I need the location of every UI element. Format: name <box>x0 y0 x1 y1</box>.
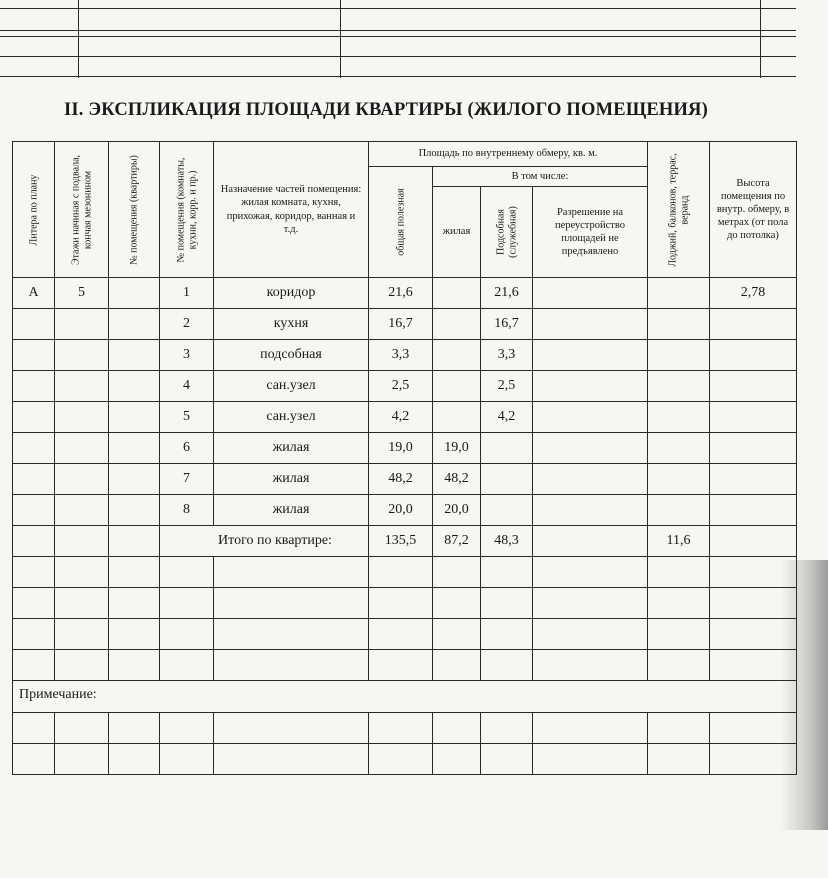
header-apartment-number: № помещения (квартиры) <box>109 142 160 278</box>
cell-total-area: 48,2 <box>369 464 433 495</box>
cell-aux-area: 16,7 <box>481 309 533 340</box>
cell-height <box>710 309 797 340</box>
cell-total-area: 2,5 <box>369 371 433 402</box>
header-area-group: Площадь по внутреннему обмеру, кв. м. <box>369 142 648 167</box>
previous-table-remnant <box>0 0 796 80</box>
cell-room-name: жилая <box>214 495 369 526</box>
header-loggias: Лоджий, балконов, террас, веранд <box>648 142 710 278</box>
header-auxiliary: Подсобная (служебная) <box>481 187 533 278</box>
cell-room-number: 6 <box>160 433 214 464</box>
cell-apartment <box>109 433 160 464</box>
cell-permission <box>533 433 648 464</box>
cell-loggias <box>648 495 710 526</box>
cell-floor <box>55 340 109 371</box>
cell-empty <box>533 526 648 557</box>
cell-empty <box>55 526 109 557</box>
cell-permission <box>533 371 648 402</box>
empty-row <box>13 713 797 744</box>
totals-label: Итого по квартире: <box>160 526 369 557</box>
cell-empty <box>13 526 55 557</box>
cell-loggias <box>648 371 710 402</box>
section-title: II. ЭКСПЛИКАЦИЯ ПЛОЩАДИ КВАРТИРЫ (ЖИЛОГО ПОМЕЩЕНИЯ) <box>64 100 708 120</box>
cell-room-number: 3 <box>160 340 214 371</box>
cell-living-area <box>433 309 481 340</box>
cell-permission <box>533 278 648 309</box>
cell-permission <box>533 464 648 495</box>
cell-aux-area: 4,2 <box>481 402 533 433</box>
cell-floor <box>55 371 109 402</box>
cell-loggias <box>648 402 710 433</box>
cell-floor <box>55 402 109 433</box>
empty-row <box>13 744 797 775</box>
cell-litera <box>13 495 55 526</box>
cell-litera <box>13 340 55 371</box>
header-litera: Литера по плану <box>13 142 55 278</box>
cell-litera <box>13 464 55 495</box>
cell-litera <box>13 433 55 464</box>
cell-apartment <box>109 309 160 340</box>
cell-height <box>710 433 797 464</box>
empty-row <box>13 588 797 619</box>
cell-apartment <box>109 278 160 309</box>
cell-aux-area <box>481 495 533 526</box>
table-row <box>13 340 797 371</box>
cell-aux-area: 21,6 <box>481 278 533 309</box>
empty-row <box>13 650 797 681</box>
cell-room-name: жилая <box>214 464 369 495</box>
note-label: Примечание: <box>13 681 797 713</box>
cell-room-name: подсобная <box>214 340 369 371</box>
cell-aux-area: 2,5 <box>481 371 533 402</box>
cell-litera: А <box>13 278 55 309</box>
table-row <box>13 371 797 402</box>
cell-permission <box>533 402 648 433</box>
header-purpose: Назначение частей помещения: жилая комната, кухня, прихожая, коридор, ванная и т.д. <box>214 142 369 278</box>
cell-litera <box>13 402 55 433</box>
cell-height: 2,78 <box>710 278 797 309</box>
cell-height <box>710 464 797 495</box>
cell-floor: 5 <box>55 278 109 309</box>
cell-living-area <box>433 340 481 371</box>
cell-permission <box>533 495 648 526</box>
cell-floor <box>55 433 109 464</box>
cell-apartment <box>109 340 160 371</box>
cell-living-area: 19,0 <box>433 433 481 464</box>
cell-apartment <box>109 371 160 402</box>
cell-room-name: жилая <box>214 433 369 464</box>
cell-litera <box>13 371 55 402</box>
table-row <box>13 402 797 433</box>
cell-room-name: сан.узел <box>214 371 369 402</box>
cell-height <box>710 371 797 402</box>
cell-apartment <box>109 402 160 433</box>
table-row <box>13 309 797 340</box>
totals-total-area: 135,5 <box>369 526 433 557</box>
cell-empty <box>710 526 797 557</box>
cell-loggias <box>648 340 710 371</box>
header-including: В том числе: <box>433 167 648 187</box>
cell-total-area: 19,0 <box>369 433 433 464</box>
empty-row <box>13 619 797 650</box>
cell-room-number: 8 <box>160 495 214 526</box>
cell-living-area <box>433 278 481 309</box>
header-room-number: № помещения (комнаты, кухни, корр. и пр.) <box>160 142 214 278</box>
cell-empty <box>109 526 160 557</box>
cell-living-area: 48,2 <box>433 464 481 495</box>
cell-total-area: 20,0 <box>369 495 433 526</box>
cell-total-area: 21,6 <box>369 278 433 309</box>
cell-living-area: 20,0 <box>433 495 481 526</box>
table-row <box>13 278 797 309</box>
cell-living-area <box>433 402 481 433</box>
cell-loggias <box>648 433 710 464</box>
totals-loggias: 11,6 <box>648 526 710 557</box>
cell-room-number: 7 <box>160 464 214 495</box>
cell-loggias <box>648 309 710 340</box>
cell-total-area: 3,3 <box>369 340 433 371</box>
cell-height <box>710 495 797 526</box>
cell-aux-area <box>481 433 533 464</box>
cell-aux-area: 3,3 <box>481 340 533 371</box>
header-height: Высота помещения по внутр. обмеру, в метрах (от пола до потолка) <box>710 142 797 278</box>
cell-floor <box>55 495 109 526</box>
table-row <box>13 433 797 464</box>
header-living: жилая <box>433 187 481 278</box>
cell-floor <box>55 464 109 495</box>
header-permission: Разрешение на переустройство площадей не предъявлено <box>533 187 648 278</box>
cell-room-name: сан.узел <box>214 402 369 433</box>
cell-room-number: 4 <box>160 371 214 402</box>
table-row <box>13 495 797 526</box>
cell-litera <box>13 309 55 340</box>
cell-total-area: 4,2 <box>369 402 433 433</box>
cell-loggias <box>648 278 710 309</box>
table-row <box>13 464 797 495</box>
explication-table <box>12 141 797 775</box>
cell-apartment <box>109 495 160 526</box>
cell-height <box>710 340 797 371</box>
cell-apartment <box>109 464 160 495</box>
header-total-useful: общая полезная <box>369 167 433 278</box>
cell-loggias <box>648 464 710 495</box>
cell-floor <box>55 309 109 340</box>
cell-room-name: кухня <box>214 309 369 340</box>
cell-total-area: 16,7 <box>369 309 433 340</box>
cell-room-number: 1 <box>160 278 214 309</box>
totals-row <box>13 526 797 557</box>
cell-room-number: 2 <box>160 309 214 340</box>
cell-height <box>710 402 797 433</box>
totals-aux-area: 48,3 <box>481 526 533 557</box>
cell-permission <box>533 309 648 340</box>
totals-living-area: 87,2 <box>433 526 481 557</box>
cell-permission <box>533 340 648 371</box>
cell-room-name: коридор <box>214 278 369 309</box>
note-row <box>13 681 797 713</box>
cell-living-area <box>433 371 481 402</box>
cell-room-number: 5 <box>160 402 214 433</box>
cell-aux-area <box>481 464 533 495</box>
header-row-1 <box>13 142 797 167</box>
header-floors: Этажи начиная с подвала, кончая мезонином <box>55 142 109 278</box>
empty-row <box>13 557 797 588</box>
